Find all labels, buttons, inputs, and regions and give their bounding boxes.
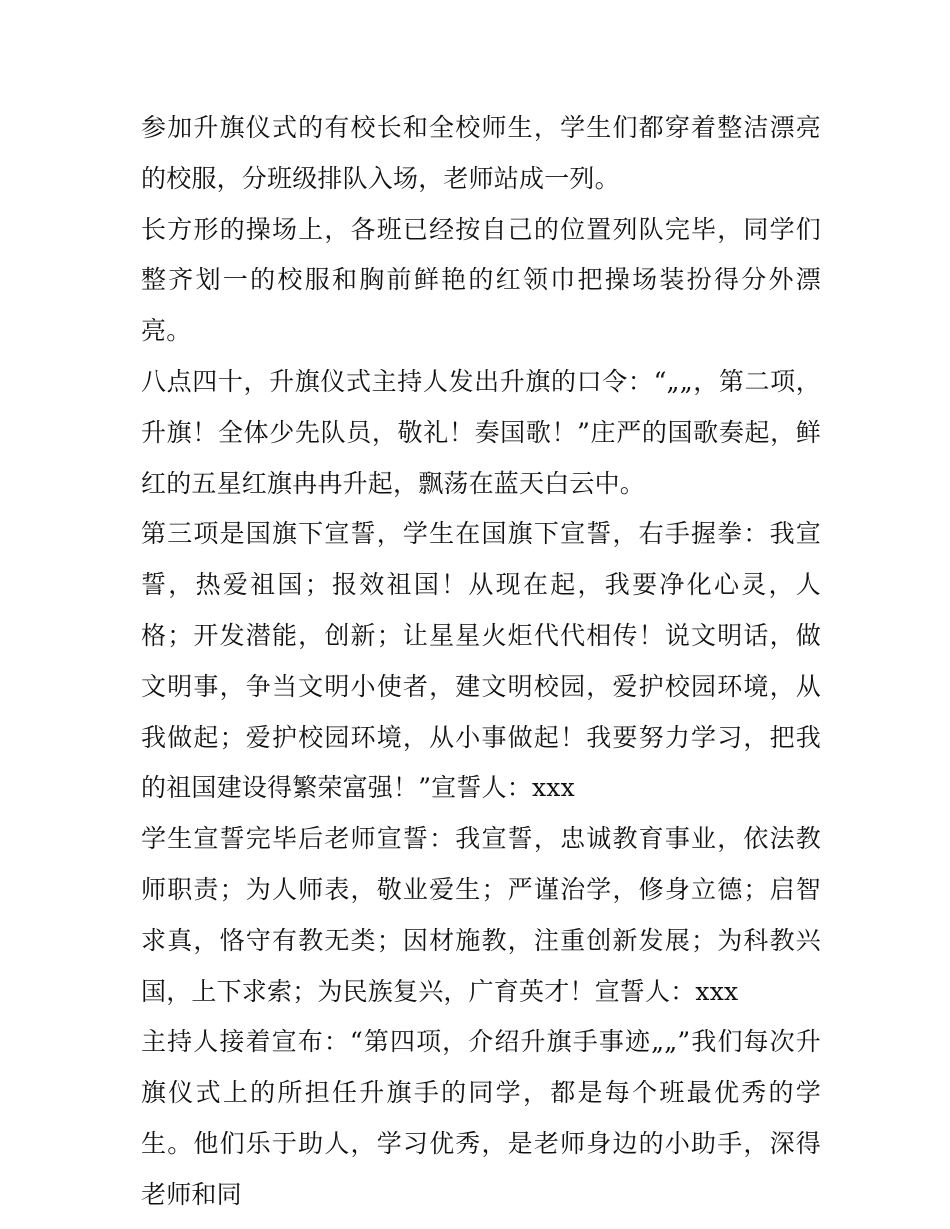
paragraph-attendance: 参加升旗仪式的有校长和全校师生，学生们都穿着整洁漂亮的校服，分班级排队入场，老师站成一列。 [141,113,821,193]
paragraph-playground: 长方形的操场上，各班已经按自己的位置列队完毕，同学们整齐划一的校服和胸前鲜艳的红领巾把操场装扮得分外漂亮。 [141,214,821,346]
paragraph-flag-raising: 八点四十，升旗仪式主持人发出升旗的口令：“„„，第二项，升旗！全体少先队员，敬礼！奏国歌！”庄严的国歌奏起，鲜红的五星红旗冉冉升起，飘荡在蓝天白云中。 [141,366,821,498]
document-body [141,103,821,1221]
paragraph-student-oath: 第三项是国旗下宣誓，学生在国旗下宣誓，右手握拳：我宣誓，热爱祖国；报效祖国！从现在起，我要净化心灵，人格；开发潜能，创新；让星星火炬代代相传！说文明话，做文明事，争当文明小使者，建文明校园，爱护校园环境，从我做起；爱护校园环境，从小事做起！我要努力学习，把我的祖国建设得繁荣富强！”宣誓人：xxx [141,519,821,803]
paragraph-flag-bearer: 主持人接着宣布：“第四项，介绍升旗手事迹„„”我们每次升旗仪式上的所担任升旗手的同学，都是每个班最优秀的学生。他们乐于助人，学习优秀，是老师身边的小助手，深得老师和同 [141,1027,821,1209]
paragraph-teacher-oath: 学生宣誓完毕后老师宣誓：我宣誓，忠诚教育事业，依法教师职责；为人师表，敬业爱生；严谨治学，修身立德；启智求真，恪守有教无类；因材施教，注重创新发展；为科教兴国，上下求索；为民族复兴，广育英才！宣誓人：xxx [141,824,821,1006]
